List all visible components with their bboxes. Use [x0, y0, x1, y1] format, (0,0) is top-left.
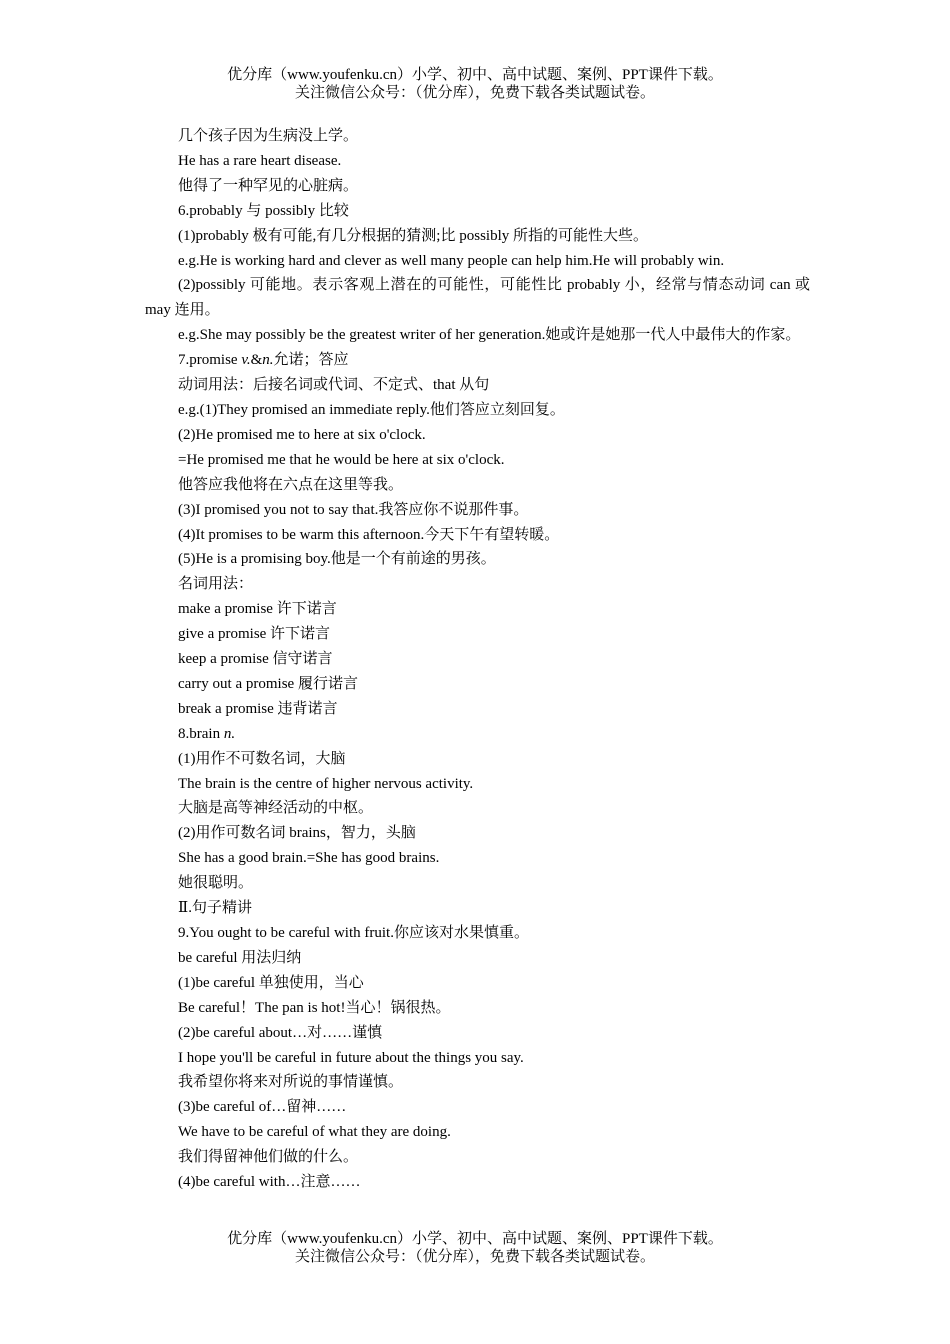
- text-line: (3)be careful of…留神……: [178, 1099, 347, 1116]
- header-line-2: 关注微信公众号：（优分库），免费下载各类试题试卷。: [294, 85, 655, 101]
- text-line: (1)用作不可数名词，大脑: [178, 750, 346, 767]
- text-line: be careful 用法归纳: [178, 949, 302, 966]
- phrase-line: break a promise 违背诺言: [178, 700, 338, 717]
- phrase-line: carry out a promise 履行诺言: [178, 675, 358, 692]
- text-paragraph: (2)possibly 可能地。表示客观上潜在的可能性，可能性比 probably 小，经常与情态动词 can 或 may 连用。: [145, 277, 810, 319]
- promise-head-word: 7.promise: [178, 352, 242, 369]
- text-line: 名词用法：: [178, 576, 254, 593]
- text-line: 他答应我他将在六点在这里等我。: [178, 476, 404, 493]
- footer-line-2: 关注微信公众号：（优分库），免费下载各类试题试卷。: [294, 1249, 655, 1265]
- example-paragraph: e.g.She may possibly be the greatest writer of her generation.她或许是她那一代人中最伟大的作家。: [178, 327, 801, 344]
- text-line: (2)be careful about…对……谨慎: [178, 1024, 383, 1041]
- example-line: (2)He promised me to here at six o'clock.: [178, 426, 426, 443]
- phrase-line: give a promise 许下诺言: [178, 626, 331, 643]
- section-heading: 9.You ought to be careful with fruit.你应该对水果慎重。: [178, 925, 529, 941]
- document-body: [145, 124, 810, 1195]
- text-line: 大脑是高等神经活动的中枢。: [178, 800, 374, 817]
- section-heading: Ⅱ.句子精讲: [178, 900, 252, 917]
- text-line: 动词用法：后接名词或代词、不定式、that 从句: [178, 377, 490, 394]
- brain-pos-n: n.: [223, 725, 236, 742]
- text-line: 她很聪明。: [178, 875, 254, 892]
- example-line: We have to be careful of what they are doing.: [178, 1124, 451, 1141]
- phrase-line: keep a promise 信守诺言: [178, 651, 333, 668]
- page-footer: [0, 1230, 950, 1266]
- promise-pos-n: n.: [262, 352, 274, 369]
- section-heading-promise: [145, 348, 810, 373]
- footer-line-1: 优分库（www.youfenku.cn）小学、初中、高中试题、案例、PPT课件下载。: [227, 1231, 723, 1247]
- example-line: =He promised me that he would be here at six o'clock.: [178, 451, 505, 468]
- brain-head-word: 8.brain: [178, 725, 224, 742]
- example-line: e.g.He is working hard and clever as well many people can help him.He will probably win.: [178, 252, 725, 269]
- example-line: She has a good brain.=She has good brains.: [178, 850, 440, 867]
- page-header: [0, 66, 950, 102]
- section-heading: 6.probably 与 possibly 比较: [178, 202, 349, 219]
- text-line: 我们得留神他们做的什么。: [178, 1149, 359, 1166]
- text-line: He has a rare heart disease.: [178, 152, 342, 169]
- text-line: 我希望你将来对所说的事情谨慎。: [178, 1074, 404, 1091]
- example-line: e.g.(1)They promised an immediate reply.他们答应立刻回复。: [178, 401, 565, 418]
- example-line: (4)It promises to be warm this afternoon.今天下午有望转暖。: [178, 526, 560, 543]
- example-line: Be careful！The pan is hot!当心！锅很热。: [178, 999, 451, 1016]
- text-line: (1)probably 极有可能,有几分根据的猜测;比 possibly 所指的可能性大些。: [178, 227, 648, 244]
- header-line-1: 优分库（www.youfenku.cn）小学、初中、高中试题、案例、PPT课件下载。: [227, 67, 723, 83]
- text-line: (4)be careful with…注意……: [178, 1174, 361, 1191]
- promise-amp: &: [250, 352, 263, 369]
- example-line: I hope you'll be careful in future about the things you say.: [178, 1049, 524, 1066]
- section-heading-brain: [145, 722, 810, 747]
- text-line: 他得了一种罕见的心脏病。: [178, 177, 359, 194]
- example-line: The brain is the centre of higher nervous activity.: [178, 775, 474, 792]
- example-line: (3)I promised you not to say that.我答应你不说那件事。: [178, 501, 529, 518]
- text-line: 几个孩子因为生病没上学。: [178, 128, 359, 144]
- example-line: (5)He is a promising boy.他是一个有前途的男孩。: [178, 551, 496, 568]
- phrase-line: make a promise 许下诺言: [178, 601, 337, 618]
- promise-pos-v: v.: [241, 352, 251, 369]
- text-line: (2)用作可数名词 brains，智力，头脑: [178, 825, 416, 842]
- promise-meaning: 允诺；答应: [273, 352, 349, 369]
- text-line: (1)be careful 单独使用，当心: [178, 974, 364, 991]
